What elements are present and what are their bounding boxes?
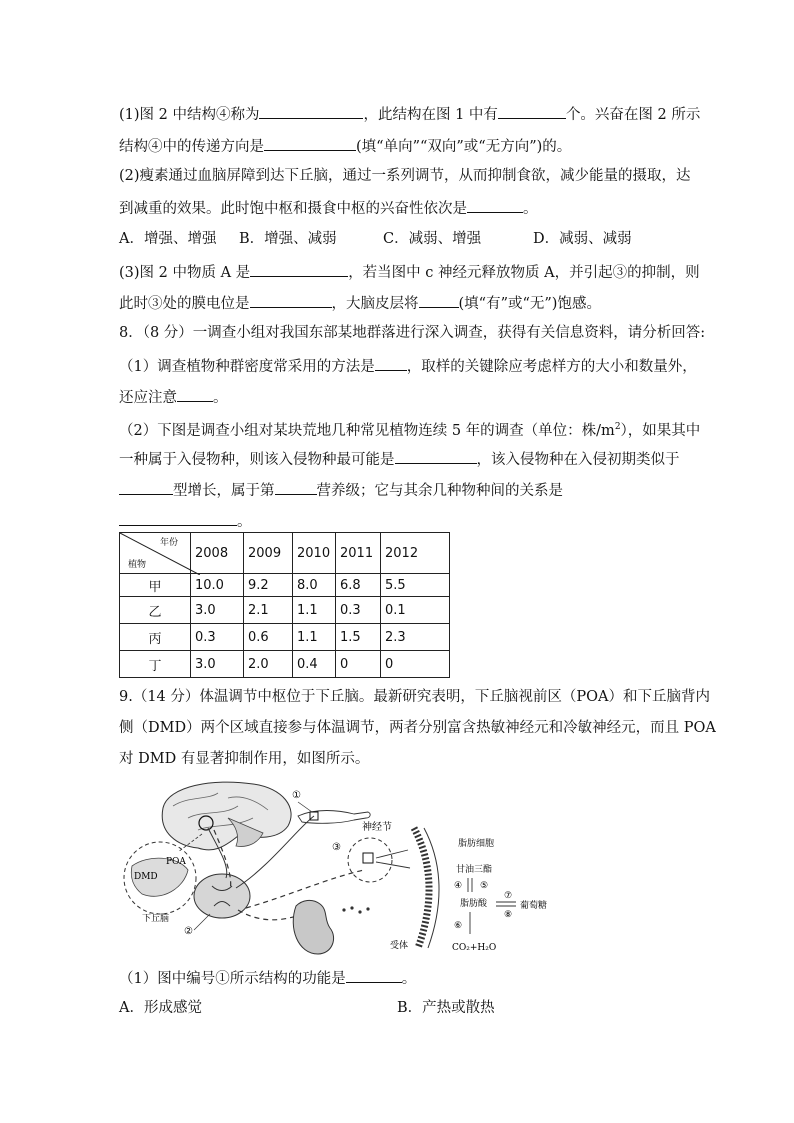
- q7-p3-line1: [119, 261, 700, 283]
- value-cell: 0.6: [244, 624, 293, 651]
- ganglion: [332, 820, 410, 882]
- brain-illustration: [162, 782, 291, 850]
- text: 。: [237, 514, 252, 530]
- text: (1)图 2 中结构④称为: [119, 107, 260, 123]
- value-cell: 1.5: [336, 624, 381, 651]
- text: 一种属于入侵物种，则该入侵物种最可能是: [119, 452, 395, 468]
- value-cell: 8.0: [293, 574, 336, 597]
- hypothalamus-inset: [124, 834, 202, 924]
- receptor-label: 受体: [390, 941, 409, 951]
- triglyceride-label: 甘油三酯: [456, 865, 493, 875]
- q8-stem: 8．（8 分）一调查小组对我国东部某地群落进行深入调查，获得有关信息资料，请分析回答:: [119, 325, 706, 341]
- text: ，此结构在图 1 中有: [363, 107, 498, 123]
- answer-blank[interactable]: [264, 135, 356, 151]
- q9-stem-line2: 侧（DMD）两个区域直接参与体温调节，两者分别富含热敏神经元和冷敏神经元，而且 POA: [119, 720, 716, 736]
- label-5: ⑤: [480, 881, 489, 891]
- answer-blank[interactable]: [250, 292, 332, 308]
- q8-p2-line4: [119, 510, 252, 532]
- plant-name-cell: 丙: [120, 624, 191, 651]
- q9-stem-line3: 对 DMD 有显著抑制作用，如图所示。: [119, 751, 370, 767]
- answer-blank[interactable]: [467, 197, 523, 213]
- q9-sub1: [119, 967, 416, 989]
- q7-option-a[interactable]: A．增强、增强: [119, 231, 217, 247]
- q7-p2-line2: [119, 197, 538, 219]
- text: 到减重的效果。此时饱中枢和摄食中枢的兴奋性依次是: [119, 201, 467, 217]
- text: 。: [213, 390, 228, 406]
- value-cell: 0: [336, 651, 381, 678]
- text: ），如果其中: [620, 422, 701, 439]
- plant-survey-table: [119, 532, 450, 678]
- value-cell: 10.0: [191, 574, 244, 597]
- answer-blank[interactable]: [275, 479, 317, 495]
- value-cell: 0.1: [381, 597, 450, 624]
- text: ，取样的关键除应考虑样方的大小和数量外，: [406, 359, 697, 375]
- value-cell: 9.2: [244, 574, 293, 597]
- value-cell: 1.1: [293, 624, 336, 651]
- q7-p3-line2: [119, 292, 601, 314]
- ganglion-label: 神经节: [362, 822, 392, 833]
- answer-blank[interactable]: [177, 386, 213, 402]
- q8-p1-line1: [119, 355, 697, 377]
- value-cell: 0.4: [293, 651, 336, 678]
- value-cell: 3.0: [191, 597, 244, 624]
- q7-p1-line2: [119, 135, 571, 157]
- text: 结构④中的传递方向是: [119, 139, 264, 155]
- q9-stem-line1: 9.（14 分）体温调节中枢位于下丘脑。最新研究表明，下丘脑视前区（POA）和下丘脑背内: [119, 689, 711, 705]
- year-header: 2011: [336, 533, 381, 574]
- poa-label: POA: [166, 857, 186, 867]
- table-row: [120, 651, 450, 678]
- value-cell: 0.3: [191, 624, 244, 651]
- year-header: 2012: [381, 533, 450, 574]
- text: (3)图 2 中物质 A 是: [119, 265, 251, 281]
- plant-name-cell: 甲: [120, 574, 191, 597]
- q8-p2-line3: [119, 479, 563, 501]
- table-row: [120, 574, 450, 597]
- thermoregulation-diagram: [118, 778, 558, 958]
- answer-blank[interactable]: [395, 448, 477, 464]
- year-header: 2010: [293, 533, 336, 574]
- q7-option-d[interactable]: D．减弱、减弱: [533, 231, 632, 247]
- q8-p2-line2: [119, 448, 680, 470]
- corner-label-year: 年份: [159, 538, 178, 548]
- value-cell: 2.3: [381, 624, 450, 651]
- year-header: 2009: [244, 533, 293, 574]
- text: 型增长，属于第: [173, 483, 275, 499]
- q7-p1-line1: [119, 103, 700, 125]
- plant-name-cell: 丁: [120, 651, 191, 678]
- value-cell: 3.0: [191, 651, 244, 678]
- text: 此时③处的膜电位是: [119, 296, 250, 312]
- fat-cell-label: 脂肪细胞: [458, 839, 495, 849]
- q9-option-b[interactable]: B．产热或散热: [397, 1000, 495, 1016]
- plant-name-cell: 乙: [120, 597, 191, 624]
- text: (填“有”或“无”)饱感。: [458, 296, 601, 312]
- text: 还应注意: [119, 390, 177, 406]
- corner-label-plant: 植物: [128, 560, 147, 570]
- text: 营养级；它与其余几种物种间的关系是: [316, 483, 563, 499]
- glucose-label: 葡萄糖: [520, 901, 548, 911]
- text: 。: [523, 201, 538, 217]
- value-cell: 6.8: [336, 574, 381, 597]
- text: （1）图中编号①所示结构的功能是: [119, 971, 346, 987]
- year-header: 2008: [191, 533, 244, 574]
- answer-blank[interactable]: [119, 479, 173, 495]
- label-2: ②: [184, 926, 193, 937]
- value-cell: 2.1: [244, 597, 293, 624]
- text: （2）下图是调查小组对某块荒地几种常见植物连续 5 年的调查（单位：株/m: [119, 422, 615, 439]
- text: 个。兴奋在图 2 所示: [565, 107, 701, 123]
- kidney-illustration: [293, 900, 369, 954]
- metabolism-pathway: [452, 837, 547, 953]
- text: 。: [401, 971, 417, 987]
- label-3: ③: [332, 842, 341, 853]
- answer-blank[interactable]: [250, 261, 348, 277]
- fatty-acid-label: 脂肪酸: [460, 899, 488, 909]
- answer-blank[interactable]: [375, 355, 407, 371]
- q7-p2-line1: (2)瘦素通过血脑屏障到达下丘脑，通过一系列调节，从而抑制食欲，减少能量的摄取，达: [119, 168, 691, 184]
- superscript: 2: [614, 422, 621, 432]
- text: ，大脑皮层将: [331, 296, 419, 312]
- fat-cell-membrane: [390, 828, 439, 951]
- q7-option-c[interactable]: C．减弱、增强: [383, 231, 482, 247]
- label-1: ①: [292, 790, 301, 801]
- products-label: CO₂+H₂O: [452, 943, 497, 953]
- label-7: ⑦: [504, 891, 513, 901]
- q9-option-a[interactable]: A．形成感觉: [119, 1000, 202, 1016]
- value-cell: 0.3: [336, 597, 381, 624]
- table-row: [120, 597, 450, 624]
- answer-blank[interactable]: [419, 292, 459, 308]
- text: ，若当图中 c 神经元释放物质 A，并引起③的抑制，则: [348, 265, 700, 281]
- value-cell: 2.0: [244, 651, 293, 678]
- hand-receptor: [292, 790, 370, 823]
- answer-blank[interactable]: [259, 103, 363, 119]
- label-4: ④: [454, 881, 463, 891]
- answer-blank[interactable]: [346, 967, 402, 983]
- dmd-label: DMD: [134, 872, 158, 882]
- value-cell: 0: [381, 651, 450, 678]
- q8-p1-line2: [119, 386, 228, 408]
- answer-blank[interactable]: [119, 510, 237, 526]
- value-cell: 1.1: [293, 597, 336, 624]
- text: （1）调查植物种群密度常采用的方法是: [119, 359, 375, 375]
- label-6: ⑥: [454, 921, 463, 931]
- q7-option-b[interactable]: B．增强、减弱: [239, 231, 337, 247]
- answer-blank[interactable]: [498, 103, 566, 119]
- table-header-row: [120, 533, 450, 574]
- label-8: ⑧: [504, 910, 513, 920]
- hypothalamus-label: 下丘脑: [142, 914, 170, 924]
- q8-p2-line1: [119, 417, 700, 441]
- table-row: [120, 624, 450, 651]
- text: (填“单向”“双向”或“无方向”)的。: [356, 139, 572, 155]
- spinal-cord-cross-section: [184, 874, 250, 937]
- value-cell: 5.5: [381, 574, 450, 597]
- table-corner-cell: [120, 533, 191, 574]
- text: ，该入侵物种在入侵初期类似于: [476, 452, 680, 468]
